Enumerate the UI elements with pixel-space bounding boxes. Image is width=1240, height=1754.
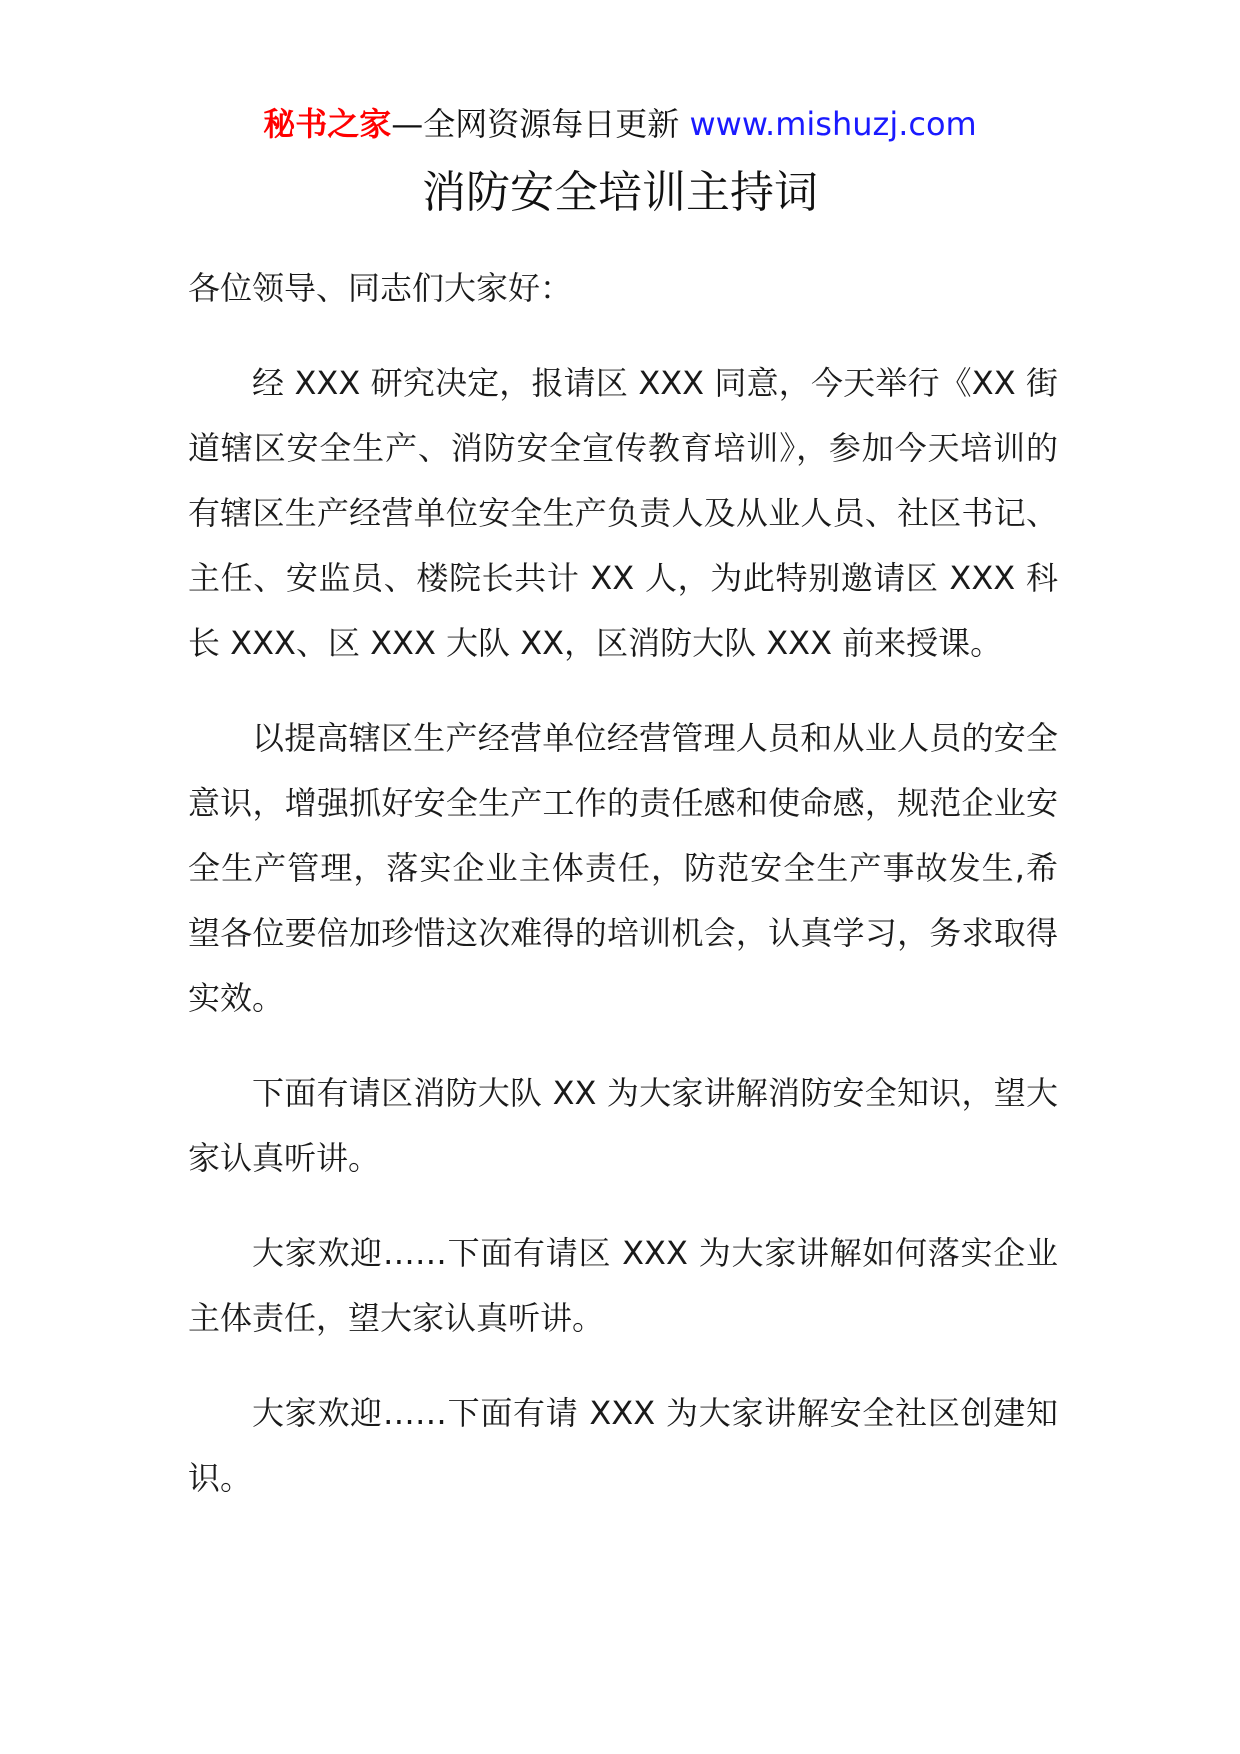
document-title: 消防安全培训主持词 [422,167,818,218]
greeting-line: 各位领导、同志们大家好： [188,269,573,307]
paragraph-5: 大家欢迎……下面有请 XXX 为大家讲解安全社区创建知识。 [188,1394,1058,1497]
site-url-link[interactable]: www.mishuzj.com [689,105,977,143]
brand-name: 秘书之家 [263,105,392,143]
site-header [0,100,1240,148]
paragraph-4: 大家欢迎……下面有请区 XXX 为大家讲解如何落实企业主体责任，望大家认真听讲。 [188,1234,1058,1337]
paragraph-3: 下面有请区消防大队 XX 为大家讲解消防安全知识，望大家认真听讲。 [188,1074,1058,1177]
paragraph-1: 经 XXX 研究决定，报请区 XXX 同意，今天举行《XX 街道辖区安全生产、消防安全宣传教育培训》，参加今天培训的有辖区生产经营单位安全生产负责人及从业人员、社区书记、主任、安监员、楼院长共计 XX 人，为此特别邀请区 XXX 科长 XXX、区 XXX 大队 XX，区消防大队 XXX 前来授课。 [188,364,1058,662]
document-body [188,256,1058,1541]
paragraph-2: 以提高辖区生产经营单位经营管理人员和从业人员的安全意识，增强抓好安全生产工作的责任感和使命感，规范企业安全生产管理，落实企业主体责任，防范安全生产事故发生,希望各位要倍加珍惜这次难得的培训机会，认真学习，务求取得实效。 [188,719,1058,1017]
site-tagline: —全网资源每日更新 [391,105,680,143]
